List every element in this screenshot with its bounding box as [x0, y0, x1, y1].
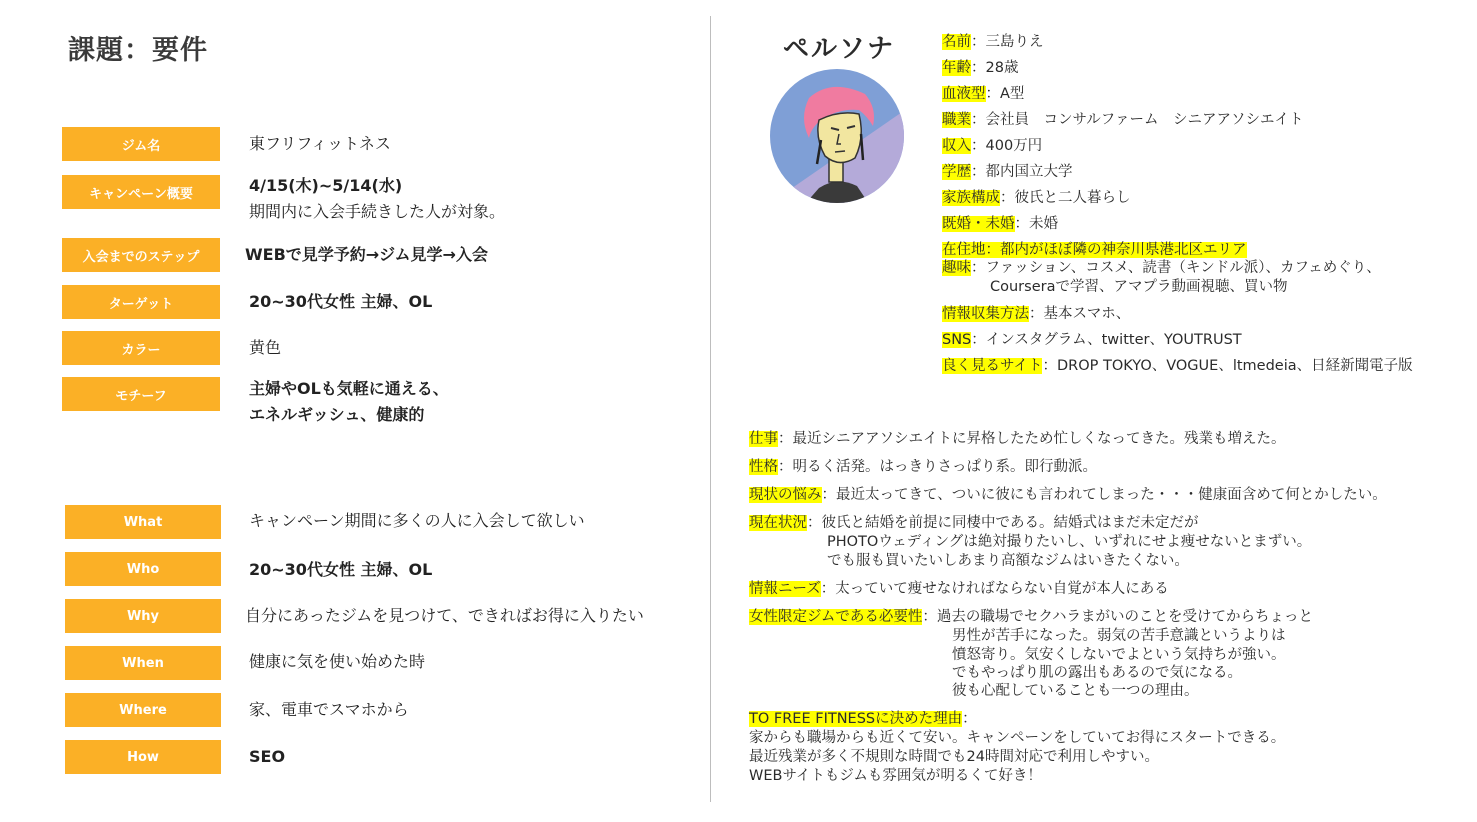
detail-women-only-line2: 男性が苦手になった。弱気の苦手意識というよりは — [952, 628, 1286, 644]
label-when: When — [65, 646, 221, 680]
detail-reason-line3: WEBサイトもジムも雰囲気が明るくて好き！ — [749, 768, 1042, 784]
page-title: 課題：要件 — [68, 35, 208, 66]
value-who: 20~30代女性 主婦、OL — [249, 560, 433, 579]
value-steps: WEBで見学予約→ジム見学→入会 — [245, 245, 488, 264]
detail-reason: TO FREE FITNESSに決めた理由： — [749, 711, 977, 727]
profile-blood-type: 血液型：A型 — [942, 86, 1025, 102]
label-motif: モチーフ — [62, 377, 220, 411]
detail-work: 仕事：最近シニアアソシエイトに昇格したため忙しくなってきた。残業も増えた。 — [749, 431, 1286, 447]
value-campaign-period: 4/15(木)~5/14(水) — [249, 176, 403, 195]
label-target: ターゲット — [62, 285, 220, 319]
detail-needs: 情報ニーズ：太っていて痩せなければならない自覚が本人にある — [749, 581, 1169, 597]
detail-reason-line2: 最近残業が多く不規則な時間でも24時間対応で利用しやすい。 — [749, 749, 1159, 765]
persona-title: ペルソナ — [783, 34, 896, 64]
label-what: What — [65, 505, 221, 539]
profile-name: 名前：三島りえ — [942, 34, 1044, 50]
profile-marital: 既婚・未婚：未婚 — [942, 216, 1058, 232]
value-target: 20~30代女性 主婦、OL — [249, 292, 433, 311]
detail-worry: 現状の悩み：最近太ってきて、ついに彼にも言われてしまった・・・健康面含めて何とかしたい。 — [749, 487, 1387, 503]
detail-situation: 現在状況：彼氏と結婚を前提に同棲中である。結婚式はまだ未定だが — [749, 515, 1199, 531]
profile-residence: 在住地：都内がほぼ隣の神奈川県港北区エリア — [942, 242, 1247, 258]
column-divider — [710, 16, 711, 802]
profile-age: 年齢：28歳 — [942, 60, 1019, 76]
value-what: キャンペーン期間に多くの人に入会して欲しい — [249, 511, 585, 530]
detail-situation-line2: PHOTOウェディングは絶対撮りたいし、いずれにせよ痩せないとまずい。 — [827, 534, 1312, 550]
label-where: Where — [65, 693, 221, 727]
value-gym-name: 東フリフィットネス — [249, 134, 391, 153]
value-when: 健康に気を使い始めた時 — [249, 652, 426, 671]
label-steps: 入会までのステップ — [62, 238, 220, 272]
detail-personality: 性格：明るく活発。はっきりさっぱり系。即行動派。 — [749, 459, 1097, 475]
value-color: 黄色 — [249, 338, 282, 357]
detail-women-only-line5: 彼も心配していることも一つの理由。 — [952, 683, 1199, 699]
profile-hobby: 趣味：ファッション、コスメ、読書（キンドル派）、カフェめぐり、 — [942, 260, 1381, 276]
value-motif-line2: エネルギッシュ、健康的 — [249, 405, 425, 424]
profile-sites: 良く見るサイト：DROP TOKYO、VOGUE、ltmedeia、日経新聞電子版 — [942, 358, 1413, 374]
profile-education: 学歴：都内国立大学 — [942, 164, 1073, 180]
label-how: How — [65, 740, 221, 774]
value-how: SEO — [249, 747, 286, 766]
detail-reason-line1: 家からも職場からも近くて安い。キャンペーンをしていてお得にスタートできる。 — [749, 730, 1286, 746]
profile-family: 家族構成：彼氏と二人暮らし — [942, 190, 1131, 206]
profile-info-gathering: 情報収集方法：基本スマホ、 — [942, 306, 1131, 322]
profile-income: 収入：400万円 — [942, 138, 1043, 154]
label-campaign-summary: キャンペーン概要 — [62, 175, 220, 209]
value-motif-line1: 主婦やOLも気軽に通える、 — [249, 379, 449, 398]
label-why: Why — [65, 599, 221, 633]
detail-women-only-line4: でもやっぱり肌の露出もあるので気になる。 — [952, 665, 1242, 681]
profile-sns: SNS：インスタグラム、twitter、YOUTRUST — [942, 332, 1242, 348]
label-who: Who — [65, 552, 221, 586]
value-campaign-target: 期間内に入会手続きした人が対象。 — [249, 202, 506, 221]
label-color: カラー — [62, 331, 220, 365]
profile-occupation: 職業：会社員 コンサルファーム シニアアソシエイト — [942, 112, 1304, 128]
avatar-illustration-icon — [769, 68, 905, 204]
persona-avatar — [769, 68, 905, 204]
detail-women-only-line3: 憤怒寄り。気安くしないでよという気持ちが強い。 — [952, 647, 1286, 663]
value-why: 自分にあったジムを見つけて、できればお得に入りたい — [245, 606, 644, 625]
profile-hobby-line2: Courseraで学習、アマプラ動画視聴、買い物 — [990, 279, 1288, 295]
detail-women-only: 女性限定ジムである必要性：過去の職場でセクハラまがいのことを受けてからちょっと — [749, 609, 1314, 625]
label-gym-name: ジム名 — [62, 127, 220, 161]
value-where: 家、電車でスマホから — [249, 700, 409, 719]
detail-situation-line3: でも服も買いたいしあまり高額なジムはいきたくない。 — [827, 553, 1189, 569]
